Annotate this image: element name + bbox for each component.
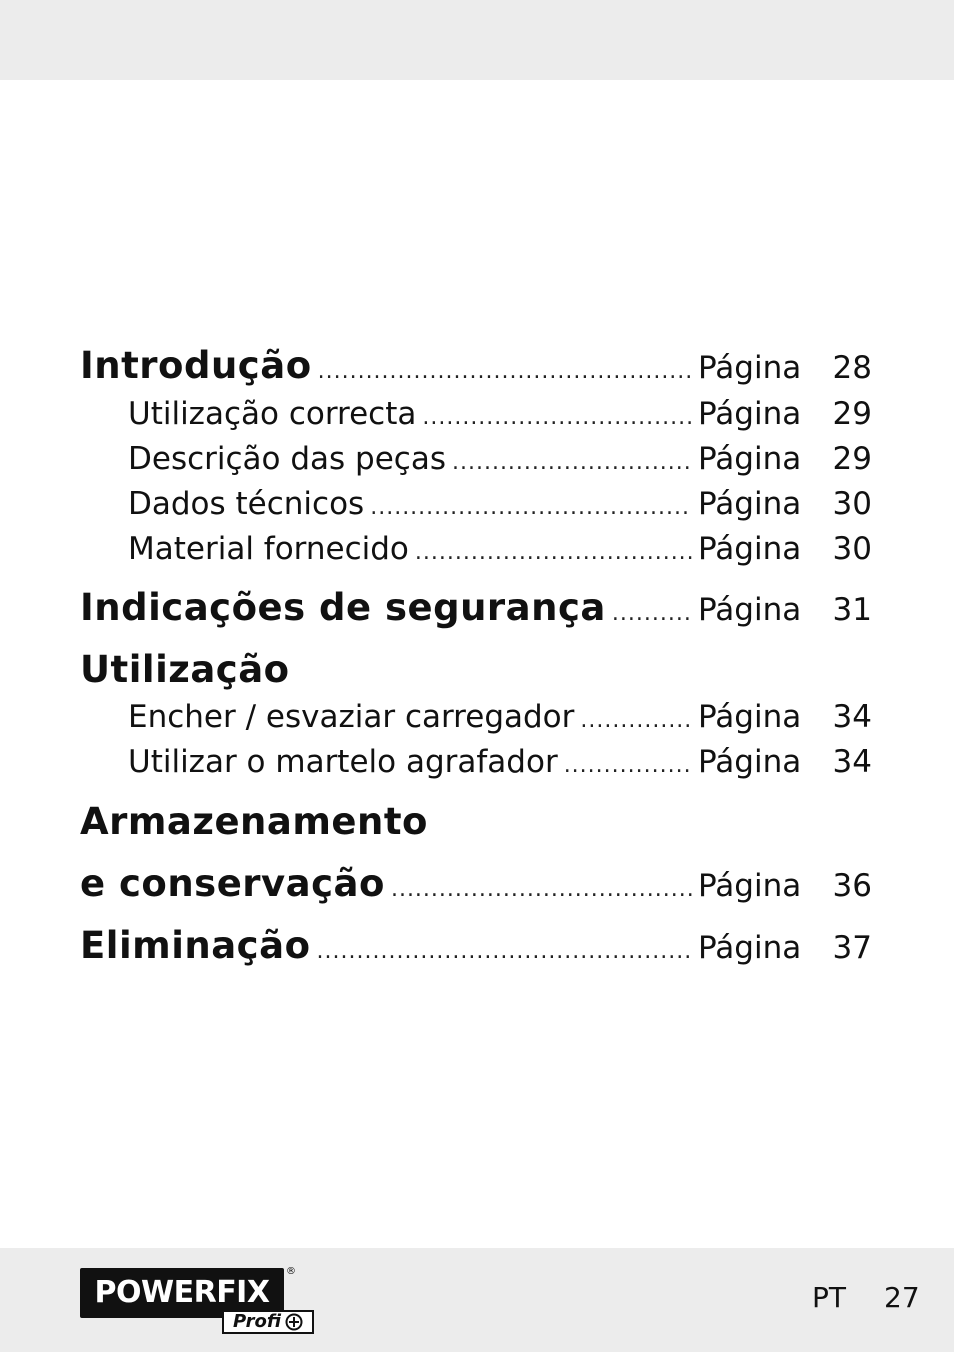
toc-page-number: 29 (832, 396, 872, 432)
toc-page-number: 34 (832, 699, 872, 735)
toc-page-label: Página (698, 930, 802, 966)
toc-entry-title: Utilização (80, 648, 290, 691)
toc-page-label: Página (698, 531, 802, 567)
toc-page-number: 36 (832, 868, 872, 904)
plus-circle-icon (285, 1313, 303, 1331)
toc-entry-title: Indicações de segurança (80, 586, 606, 629)
dot-leader (370, 495, 692, 520)
page-number: 27 (884, 1281, 920, 1314)
toc-entry-descricao-das-pecas[interactable] (128, 441, 872, 477)
toc-page-number: 31 (832, 592, 872, 628)
logo-wordmark: POWERFIX (80, 1268, 284, 1318)
toc-entry-eliminacao[interactable] (80, 924, 872, 967)
dot-leader (422, 405, 692, 430)
toc-page-label: Página (698, 699, 802, 735)
toc-entry-utilizar-o-martelo-agrafador[interactable] (128, 744, 872, 780)
toc-page-number: 30 (832, 486, 872, 522)
toc-page-label: Página (698, 441, 802, 477)
toc-page-label: Página (698, 350, 802, 386)
toc-entry-title: Introdução (80, 344, 312, 387)
toc-entry-utilizacao-correcta[interactable] (128, 396, 872, 432)
toc-page-label: Página (698, 744, 802, 780)
toc-entry-title: Descrição das peças (128, 441, 446, 477)
dot-leader (580, 708, 692, 733)
toc-entry-introducao[interactable] (80, 344, 872, 387)
toc-entry-title: Utilizar o martelo agrafador (128, 744, 558, 780)
toc-entry-title: Utilização correcta (128, 396, 417, 432)
toc-entry-title: Material fornecido (128, 531, 409, 567)
dot-leader (391, 877, 692, 902)
powerfix-logo (80, 1268, 320, 1338)
toc-heading-utilizacao[interactable] (80, 648, 872, 691)
logo-profi-text: Profi (232, 1311, 282, 1332)
toc-page-number: 29 (832, 441, 872, 477)
toc-page-number: 37 (832, 930, 872, 966)
toc-page-number: 28 (832, 350, 872, 386)
toc-page-label: Página (698, 486, 802, 522)
toc-page-label: Página (698, 868, 802, 904)
toc-entry-title: Armazenamento (80, 800, 428, 843)
dot-leader (318, 359, 692, 384)
registered-mark: ® (286, 1266, 296, 1277)
language-code: PT (812, 1281, 846, 1314)
dot-leader (415, 540, 692, 565)
toc-entry-indicacoes-de-seguranca[interactable] (80, 586, 872, 629)
toc-entry-title: Dados técnicos (128, 486, 365, 522)
toc-entry-encher-esvaziar-carregador[interactable] (128, 699, 872, 735)
toc-entry-title: Encher / esvaziar carregador (128, 699, 575, 735)
toc-page-number: 30 (832, 531, 872, 567)
dot-leader (612, 601, 692, 626)
dot-leader (452, 450, 692, 475)
toc-page-label: Página (698, 396, 802, 432)
toc-entry-title: Eliminação (80, 924, 311, 967)
toc-page-number: 34 (832, 744, 872, 780)
toc-entry-dados-tecnicos[interactable] (128, 486, 872, 522)
toc-page-label: Página (698, 592, 802, 628)
dot-leader (317, 939, 692, 964)
logo-profi-badge (222, 1310, 314, 1334)
dot-leader (564, 753, 692, 778)
toc-entry-e-conservacao[interactable] (80, 862, 872, 905)
toc-heading-armazenamento[interactable] (80, 800, 872, 843)
toc-entry-title: e conservação (80, 862, 385, 905)
toc-entry-material-fornecido[interactable] (128, 531, 872, 567)
